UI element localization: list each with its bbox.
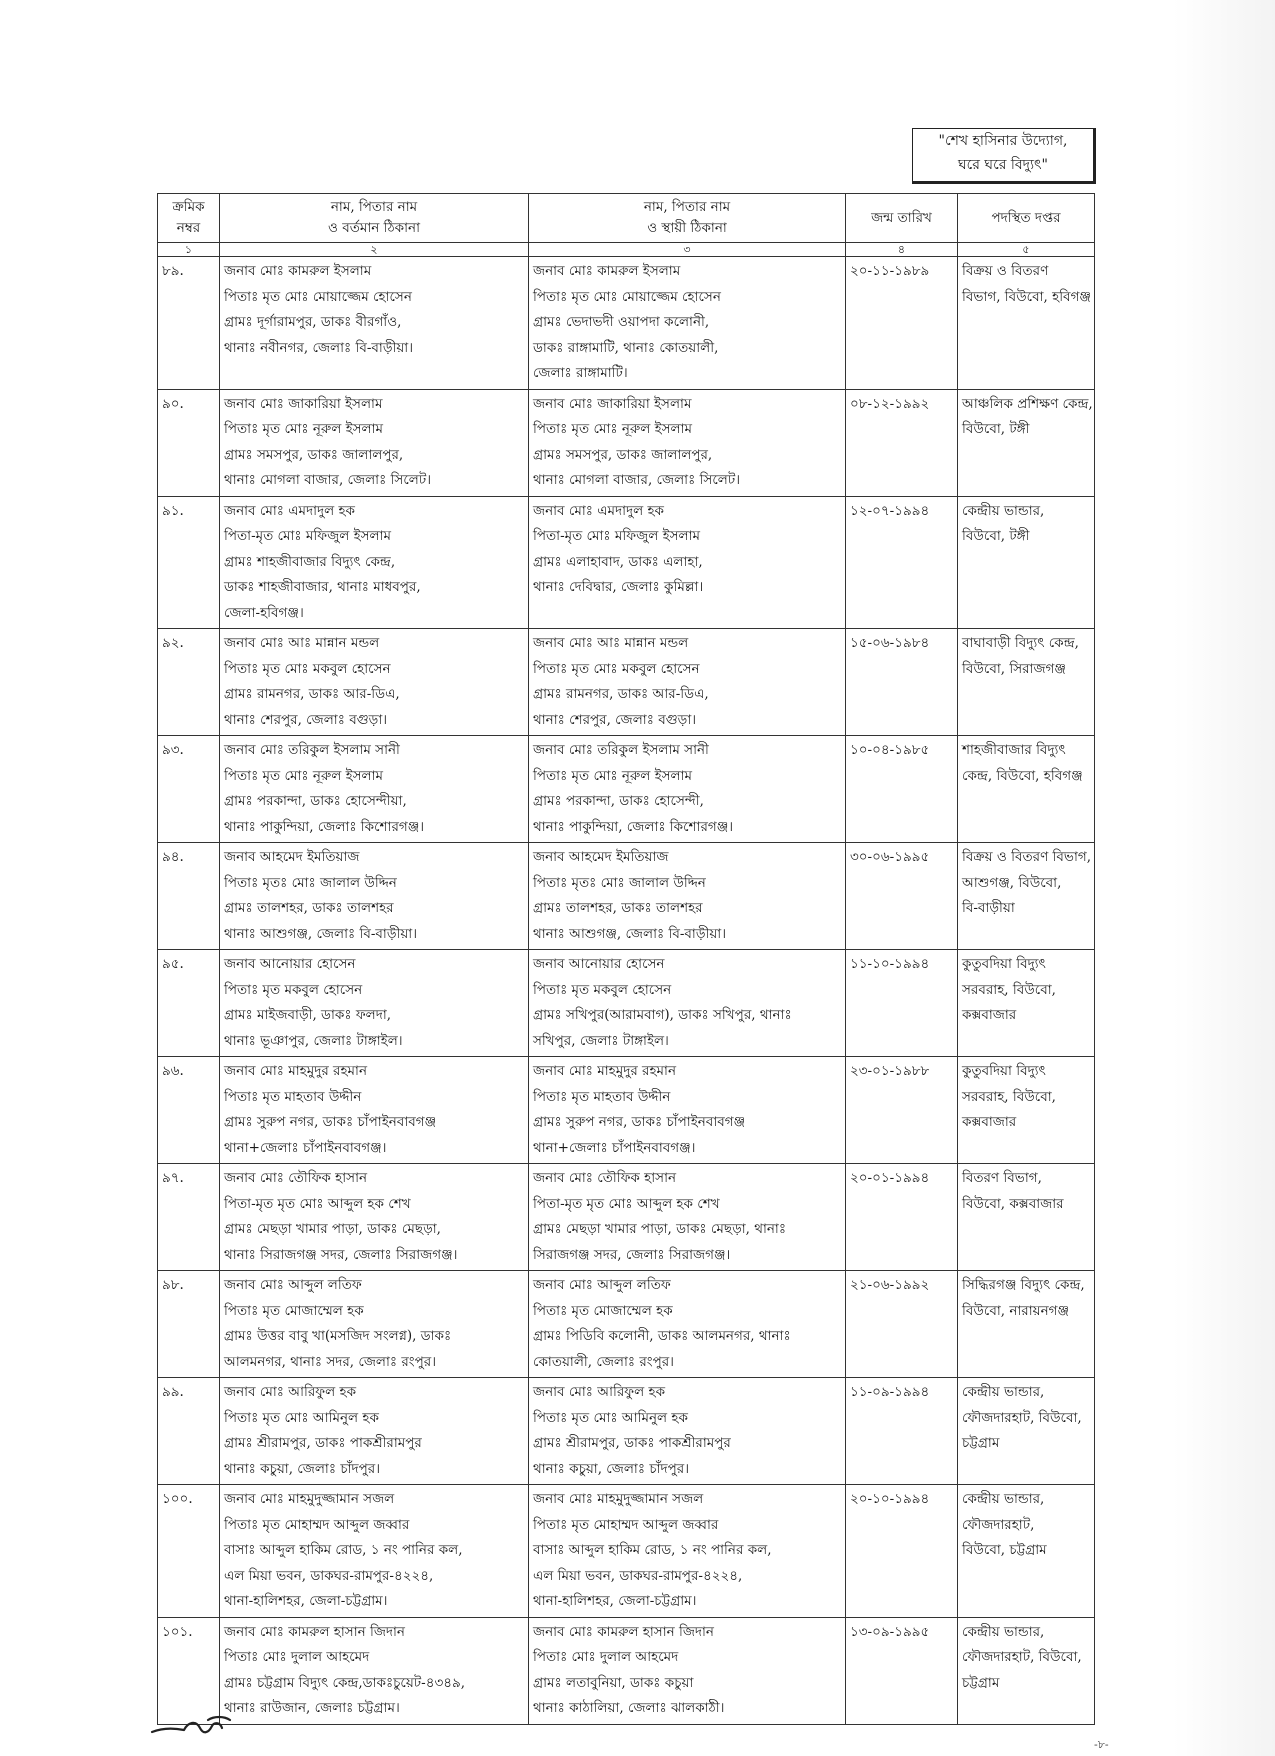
address-line: থানাঃ নবীনগর, জেলাঃ বি-বাড়ীয়া। bbox=[224, 339, 414, 356]
present-address-cell bbox=[220, 1271, 529, 1378]
table-row bbox=[158, 843, 1095, 950]
address-line: পিতাঃ মৃত মোজাম্মেল হক bbox=[224, 1302, 364, 1319]
address-line: জনাব মোঃ এমদাদুল হক bbox=[224, 502, 355, 519]
address-line: কোতয়ালী, জেলাঃ রংপুর। bbox=[533, 1353, 675, 1370]
header-permanent-address bbox=[529, 194, 846, 243]
header-serial-line-1: ক্রমিক bbox=[172, 199, 205, 215]
address-line: থানাঃ পাকুন্দিয়া, জেলাঃ কিশোরগঞ্জ। bbox=[533, 818, 734, 835]
permanent-address-cell bbox=[529, 496, 846, 629]
address-line: পিতাঃ মোঃ দুলাল আহমেদ bbox=[533, 1649, 679, 1665]
address-line: জনাব মোঃ কামরুল ইসলাম bbox=[224, 263, 372, 279]
address-line: জনাব মোঃ আঃ মান্নান মন্ডল bbox=[224, 635, 380, 651]
address-line: পিতাঃ মৃত মোঃ মোয়াজ্জেম হোসেন bbox=[224, 288, 412, 305]
serial-number-cell: ৯৬. bbox=[158, 1057, 220, 1164]
address-line: জনাব মোঃ মাহমুদুজ্জামান সজল bbox=[224, 1491, 395, 1507]
address-line: থানাঃ মোগলা বাজার, জেলাঃ সিলেট। bbox=[533, 472, 741, 488]
address-line: গ্রামঃ শাহজীবাজার বিদ্যুৎ কেন্দ্র, bbox=[224, 553, 396, 570]
serial-number-cell: ৯২. bbox=[158, 629, 220, 736]
address-line: জনাব মোঃ কামরুল হাসান জিদান bbox=[533, 1623, 714, 1640]
address-line: এল মিয়া ভবন, ডাকঘর-রামপুর-৪২২৪, bbox=[533, 1567, 743, 1584]
office-line: ফৌজদারহাট, bbox=[962, 1516, 1035, 1533]
address-line: থানাঃ আশুগঞ্জ, জেলাঃ বি-বাড়ীয়া। bbox=[224, 925, 418, 942]
present-address-cell bbox=[220, 389, 529, 496]
address-line: গ্রামঃ উত্তর বাবু খা(মসজিদ সংলগ্ন), ডাকঃ bbox=[224, 1328, 452, 1344]
address-line: পিতাঃ মৃতঃ মোঃ জালাল উদ্দিন bbox=[533, 874, 706, 891]
office-line: সরবরাহ, বিউবো, bbox=[962, 981, 1056, 998]
date-of-birth-cell: ১২-০৭-১৯৯৪ bbox=[846, 496, 958, 629]
present-address-cell bbox=[220, 843, 529, 950]
table-row bbox=[158, 1164, 1095, 1271]
office-line: বিভাগ, বিউবো, হবিগঞ্জ bbox=[962, 288, 1091, 305]
present-address-cell bbox=[220, 1485, 529, 1618]
address-line: জনাব মোঃ মাহমুদুর রহমান bbox=[533, 1063, 677, 1079]
address-line: গ্রামঃ পরকান্দা, ডাকঃ হোসেন্দীয়া, bbox=[224, 793, 407, 809]
address-line: পিতাঃ মৃত মকবুল হোসেন bbox=[224, 981, 363, 998]
column-number-row bbox=[158, 243, 1095, 257]
office-line: সিদ্ধিরগঞ্জ বিদ্যুৎ কেন্দ্র, bbox=[962, 1277, 1085, 1293]
serial-number-cell: ৮৯. bbox=[158, 257, 220, 390]
serial-number-cell: ৯৫. bbox=[158, 950, 220, 1057]
column-number: ১ bbox=[158, 243, 220, 257]
address-line: থানা+জেলাঃ চাঁপাইনবাবগঞ্জ। bbox=[224, 1139, 387, 1156]
address-line: গ্রামঃ রামনগর, ডাকঃ আর-ডিএ, bbox=[224, 686, 400, 702]
office-line: বিউবো, টঙ্গী bbox=[962, 421, 1030, 437]
table-row bbox=[158, 1057, 1095, 1164]
address-line: গ্রামঃ সুরুপ নগর, ডাকঃ চাঁপাইনবাবগঞ্জ bbox=[224, 1114, 437, 1130]
table-body bbox=[158, 257, 1095, 1725]
permanent-address-cell bbox=[529, 1378, 846, 1485]
address-line: জনাব মোঃ আব্দুল লতিফ bbox=[224, 1277, 362, 1293]
address-line: থানাঃ মোগলা বাজার, জেলাঃ সিলেট। bbox=[224, 472, 432, 488]
office-line: বিক্রয় ও বিতরণ বিভাগ, bbox=[962, 849, 1092, 865]
address-line: জনাব মোঃ জাকারিয়া ইসলাম bbox=[533, 395, 692, 412]
office-line: আশুগঞ্জ, বিউবো, bbox=[962, 874, 1062, 891]
address-line: গ্রামঃ ভেদাভদী ওয়াপদা কলোনী, bbox=[533, 314, 710, 330]
slogan-box bbox=[912, 128, 1096, 184]
address-line: জনাব আনোয়ার হোসেন bbox=[533, 956, 665, 972]
permanent-address-cell bbox=[529, 736, 846, 843]
serial-number-cell: ৯০. bbox=[158, 389, 220, 496]
office-line: কুতুবদিয়া বিদ্যুৎ bbox=[962, 1063, 1046, 1079]
header-dob-text: জন্ম তারিখ bbox=[871, 209, 932, 226]
address-line: গ্রামঃ শ্রীরামপুর, ডাকঃ পাকশ্রীরামপুর bbox=[224, 1435, 422, 1451]
address-line: থানাঃ আশুগঞ্জ, জেলাঃ বি-বাড়ীয়া। bbox=[533, 925, 727, 942]
address-line: পিতাঃ মৃত মোঃ নূরুল ইসলাম bbox=[533, 421, 693, 437]
office-line: আঞ্চলিক প্রশিক্ষণ কেন্দ্র, bbox=[962, 395, 1093, 412]
address-line: বাসাঃ আব্দুল হাকিম রোড, ১ নং পানির কল, bbox=[533, 1542, 772, 1558]
office-line: চট্টগ্রাম bbox=[962, 1674, 1000, 1691]
address-line: থানাঃ শেরপুর, জেলাঃ বগুড়া। bbox=[533, 711, 697, 728]
table-row bbox=[158, 629, 1095, 736]
column-number: ৩ bbox=[529, 243, 846, 257]
date-of-birth-cell: ১৩-০৯-১৯৯৫ bbox=[846, 1617, 958, 1724]
address-line: থানাঃ রাউজান, জেলাঃ চট্টগ্রাম। bbox=[224, 1700, 400, 1716]
address-line: পিতাঃ মৃতঃ মোঃ জালাল উদ্দিন bbox=[224, 874, 397, 891]
address-line: গ্রামঃ সখিপুর(আরামবাগ), ডাকঃ সখিপুর, থানাঃ bbox=[533, 1007, 792, 1023]
serial-number-cell: ৯৯. bbox=[158, 1378, 220, 1485]
permanent-address-cell bbox=[529, 1164, 846, 1271]
address-line: গ্রামঃ এলাহাবাদ, ডাকঃ এলাহা, bbox=[533, 553, 703, 570]
address-line: বাসাঃ আব্দুল হাকিম রোড, ১ নং পানির কল, bbox=[224, 1542, 463, 1558]
date-of-birth-cell: ১০-০৪-১৯৮৫ bbox=[846, 736, 958, 843]
posted-office-cell bbox=[958, 1164, 1095, 1271]
address-line: পিতাঃ মৃত মোঃ নূরুল ইসলাম bbox=[224, 767, 384, 784]
address-line: সিরাজগঞ্জ সদর, জেলাঃ সিরাজগঞ্জ। bbox=[533, 1246, 731, 1263]
date-of-birth-cell: ২০-০১-১৯৯৪ bbox=[846, 1164, 958, 1271]
address-line: গ্রামঃ মেছড়া খামার পাড়া, ডাকঃ মেছড়া, থানাঃ bbox=[533, 1221, 787, 1237]
address-line: পিতাঃ মৃত মোঃ নূরুল ইসলাম bbox=[224, 421, 384, 437]
address-line: পিতা-মৃত মৃত মোঃ আব্দুল হক শেখ bbox=[533, 1195, 720, 1212]
address-line: গ্রামঃ তালশহর, ডাকঃ তালশহর bbox=[224, 900, 394, 916]
permanent-address-cell bbox=[529, 1057, 846, 1164]
table-row bbox=[158, 1485, 1095, 1618]
address-line: জনাব মোঃ আরিফুল হক bbox=[533, 1384, 666, 1400]
date-of-birth-cell: ১১-০৯-১৯৯৪ bbox=[846, 1378, 958, 1485]
header-office-text: পদস্থিত দপ্তর bbox=[991, 209, 1061, 226]
serial-number-cell: ৯১. bbox=[158, 496, 220, 629]
office-line: বিউবো, কক্সবাজার bbox=[962, 1195, 1064, 1212]
address-line: থানা-হালিশহর, জেলা-চট্টগ্রাম। bbox=[224, 1593, 388, 1609]
office-line: কেন্দ্র, বিউবো, হবিগঞ্জ bbox=[962, 767, 1083, 784]
permanent-address-cell bbox=[529, 1485, 846, 1618]
office-line: ফৌজদারহাট, বিউবো, bbox=[962, 1409, 1082, 1426]
office-line: বি-বাড়ীয়া bbox=[962, 900, 1015, 916]
address-line: পিতাঃ মৃত মকবুল হোসেন bbox=[533, 981, 672, 998]
present-address-cell bbox=[220, 257, 529, 390]
table-row bbox=[158, 389, 1095, 496]
posted-office-cell bbox=[958, 736, 1095, 843]
office-line: শাহজীবাজার বিদ্যুৎ bbox=[962, 742, 1066, 758]
address-line: পিতাঃ মৃত মোহাম্মদ আব্দুল জব্বার bbox=[224, 1516, 410, 1533]
address-line: গ্রামঃ রামনগর, ডাকঃ আর-ডিএ, bbox=[533, 686, 709, 702]
office-line: কেন্দ্রীয় ভান্ডার, bbox=[962, 1384, 1045, 1400]
address-line: জনাব মোঃ মাহমুদুজ্জামান সজল bbox=[533, 1491, 704, 1507]
office-line: কক্সবাজার bbox=[962, 1114, 1017, 1130]
address-line: জনাব মোঃ আঃ মান্নান মন্ডল bbox=[533, 635, 689, 651]
header-serial bbox=[158, 194, 220, 243]
address-line: সখিপুর, জেলাঃ টাঙ্গাইল। bbox=[533, 1032, 669, 1049]
address-line: থানাঃ সিরাজগঞ্জ সদর, জেলাঃ সিরাজগঞ্জ। bbox=[224, 1246, 458, 1263]
present-address-cell bbox=[220, 1378, 529, 1485]
serial-number-cell: ৯৩. bbox=[158, 736, 220, 843]
initial-signature bbox=[148, 1714, 238, 1740]
address-line: পিতাঃ মৃত মোজাম্মেল হক bbox=[533, 1302, 673, 1319]
address-line: জনাব মোঃ তরিকুল ইসলাম সানী bbox=[533, 742, 709, 758]
address-line: গ্রামঃ দূর্গারামপুর, ডাকঃ বীরগাঁও, bbox=[224, 314, 402, 330]
present-address-cell bbox=[220, 1617, 529, 1724]
address-line: পিতাঃ মৃত মাহতাব উদ্দীন bbox=[533, 1088, 671, 1105]
office-line: কেন্দ্রীয় ভান্ডার, bbox=[962, 1623, 1045, 1640]
address-line: গ্রামঃ চট্টগ্রাম বিদ্যুৎ কেন্দ্র,ডাকঃচুয়েট-৪৩৪৯, bbox=[224, 1674, 466, 1691]
address-line: গ্রামঃ সমসপুর, ডাকঃ জালালপুর, bbox=[224, 446, 404, 463]
address-line: গ্রামঃ পিডিবি কলোনী, ডাকঃ আলমনগর, থানাঃ bbox=[533, 1328, 791, 1344]
address-line: জনাব মোঃ আরিফুল হক bbox=[224, 1384, 357, 1400]
present-address-cell bbox=[220, 629, 529, 736]
address-line: এল মিয়া ভবন, ডাকঘর-রামপুর-৪২২৪, bbox=[224, 1567, 434, 1584]
address-line: ডাকঃ শাহজীবাজার, থানাঃ মাধবপুর, bbox=[224, 579, 421, 595]
office-line: ফৌজদারহাট, বিউবো, bbox=[962, 1649, 1082, 1665]
address-line: পিতাঃ মোঃ দুলাল আহমেদ bbox=[224, 1649, 370, 1665]
address-line: থানাঃ ভূঞাপুর, জেলাঃ টাঙ্গাইল। bbox=[224, 1032, 403, 1049]
address-line: পিতাঃ মৃত মোঃ মকবুল হোসেন bbox=[533, 660, 700, 677]
table-row bbox=[158, 950, 1095, 1057]
header-present-line-1: নাম, পিতার নাম bbox=[330, 199, 418, 215]
address-line: গ্রামঃ পরকান্দা, ডাকঃ হোসেন্দী, bbox=[533, 793, 704, 809]
address-line: পিতাঃ মৃত মোঃ আমিনুল হক bbox=[224, 1409, 379, 1426]
address-line: পিতা-মৃত মোঃ মফিজুল ইসলাম bbox=[224, 528, 391, 544]
posted-office-cell bbox=[958, 1057, 1095, 1164]
address-line: জনাব মোঃ এমদাদুল হক bbox=[533, 502, 664, 519]
address-line: গ্রামঃ মেছড়া খামার পাড়া, ডাকঃ মেছড়া, bbox=[224, 1221, 441, 1237]
present-address-cell bbox=[220, 736, 529, 843]
address-line: জনাব আহমেদ ইমতিয়াজ bbox=[533, 849, 669, 865]
address-line: থানা-হালিশহর, জেলা-চট্টগ্রাম। bbox=[533, 1593, 697, 1609]
date-of-birth-cell: ১৫-০৬-১৯৮৪ bbox=[846, 629, 958, 736]
present-address-cell bbox=[220, 1164, 529, 1271]
address-line: গ্রামঃ শ্রীরামপুর, ডাকঃ পাকশ্রীরামপুর bbox=[533, 1435, 731, 1451]
office-line: কেন্দ্রীয় ভান্ডার, bbox=[962, 1491, 1045, 1507]
header-serial-line-2: নম্বর bbox=[176, 220, 201, 236]
office-line: সরবরাহ, বিউবো, bbox=[962, 1088, 1056, 1105]
header-permanent-line-2: ও স্থায়ী ঠিকানা bbox=[647, 220, 727, 236]
office-line: কেন্দ্রীয় ভান্ডার, bbox=[962, 502, 1045, 519]
date-of-birth-cell: ৩০-০৬-১৯৯৫ bbox=[846, 843, 958, 950]
office-line: বিউবো, চট্টগ্রাম bbox=[962, 1542, 1047, 1558]
column-number: ৪ bbox=[846, 243, 958, 257]
address-line: জেলা-হবিগঞ্জ। bbox=[224, 604, 304, 621]
office-line: বিতরণ বিভাগ, bbox=[962, 1170, 1042, 1186]
date-of-birth-cell: ১১-১০-১৯৯৪ bbox=[846, 950, 958, 1057]
posted-office-cell bbox=[958, 257, 1095, 390]
permanent-address-cell bbox=[529, 1617, 846, 1724]
present-address-cell bbox=[220, 496, 529, 629]
posted-office-cell bbox=[958, 843, 1095, 950]
column-number: ২ bbox=[220, 243, 529, 257]
permanent-address-cell bbox=[529, 257, 846, 390]
permanent-address-cell bbox=[529, 629, 846, 736]
address-line: জনাব মোঃ তৌফিক হাসান bbox=[533, 1170, 677, 1186]
address-line: জনাব মোঃ আব্দুল লতিফ bbox=[533, 1277, 671, 1293]
table-row bbox=[158, 257, 1095, 390]
serial-number-cell: ৯৮. bbox=[158, 1271, 220, 1378]
date-of-birth-cell: ০৮-১২-১৯৯২ bbox=[846, 389, 958, 496]
table-row bbox=[158, 1271, 1095, 1378]
permanent-address-cell bbox=[529, 950, 846, 1057]
address-line: গ্রামঃ সুরুপ নগর, ডাকঃ চাঁপাইনবাবগঞ্জ bbox=[533, 1114, 746, 1130]
page-number: -৮- bbox=[1094, 1738, 1109, 1751]
slogan-line-2: ঘরে ঘরে বিদ্যুৎ" bbox=[958, 157, 1048, 173]
table-row bbox=[158, 1378, 1095, 1485]
serial-number-cell: ৯৭. bbox=[158, 1164, 220, 1271]
address-line: আলমনগর, থানাঃ সদর, জেলাঃ রংপুর। bbox=[224, 1353, 437, 1370]
address-line: পিতাঃ মৃত মোঃ মোয়াজ্জেম হোসেন bbox=[533, 288, 721, 305]
header-date-of-birth bbox=[846, 194, 958, 243]
address-line: জনাব মোঃ কামরুল হাসান জিদান bbox=[224, 1623, 405, 1640]
office-line: কক্সবাজার bbox=[962, 1007, 1017, 1023]
office-line: বাঘাবাড়ী বিদ্যুৎ কেন্দ্র, bbox=[962, 635, 1079, 651]
column-number: ৫ bbox=[958, 243, 1095, 257]
header-posted-office bbox=[958, 194, 1095, 243]
posted-office-cell bbox=[958, 950, 1095, 1057]
address-line: জনাব মোঃ মাহমুদুর রহমান bbox=[224, 1063, 368, 1079]
address-line: পিতা-মৃত মোঃ মফিজুল ইসলাম bbox=[533, 528, 700, 544]
posted-office-cell bbox=[958, 1271, 1095, 1378]
address-line: পিতাঃ মৃত মোঃ মকবুল হোসেন bbox=[224, 660, 391, 677]
table-row bbox=[158, 736, 1095, 843]
date-of-birth-cell: ২১-০৬-১৯৯২ bbox=[846, 1271, 958, 1378]
table-row bbox=[158, 1617, 1095, 1724]
address-line: পিতা-মৃত মৃত মোঃ আব্দুল হক শেখ bbox=[224, 1195, 411, 1212]
posted-office-cell bbox=[958, 1378, 1095, 1485]
address-line: জেলাঃ রাঙ্গামাটি। bbox=[533, 365, 628, 381]
address-line: গ্রামঃ মাইজবাড়ী, ডাকঃ ফলদা, bbox=[224, 1007, 392, 1023]
date-of-birth-cell: ২০-১১-১৯৮৯ bbox=[846, 257, 958, 390]
header-present-line-2: ও বর্তমান ঠিকানা bbox=[327, 220, 421, 236]
address-line: জনাব আহমেদ ইমতিয়াজ bbox=[224, 849, 360, 865]
office-line: কুতুবদিয়া বিদ্যুৎ bbox=[962, 956, 1046, 972]
address-line: থানা+জেলাঃ চাঁপাইনবাবগঞ্জ। bbox=[533, 1139, 696, 1156]
address-line: থানাঃ কাঠালিয়া, জেলাঃ ঝালকাঠী। bbox=[533, 1700, 725, 1716]
address-line: জনাব মোঃ কামরুল ইসলাম bbox=[533, 263, 681, 279]
address-line: গ্রামঃ তালশহর, ডাকঃ তালশহর bbox=[533, 900, 703, 916]
address-line: জনাব মোঃ তৌফিক হাসান bbox=[224, 1170, 368, 1186]
serial-number-cell: ৯৪. bbox=[158, 843, 220, 950]
office-line: চট্টগ্রাম bbox=[962, 1435, 1000, 1451]
posted-office-cell bbox=[958, 389, 1095, 496]
permanent-address-cell bbox=[529, 843, 846, 950]
posted-office-cell bbox=[958, 1617, 1095, 1724]
address-line: পিতাঃ মৃত মোঃ নূরুল ইসলাম bbox=[533, 767, 693, 784]
slogan-line-1: "শেখ হাসিনার উদ্যোগ, bbox=[938, 133, 1068, 149]
present-address-cell bbox=[220, 1057, 529, 1164]
address-line: পিতাঃ মৃত মাহতাব উদ্দীন bbox=[224, 1088, 362, 1105]
address-line: জনাব মোঃ জাকারিয়া ইসলাম bbox=[224, 395, 383, 412]
permanent-address-cell bbox=[529, 1271, 846, 1378]
address-line: ডাকঃ রাঙ্গামাটি, থানাঃ কোতয়ালী, bbox=[533, 339, 719, 356]
address-line: জনাব মোঃ তরিকুল ইসলাম সানী bbox=[224, 742, 400, 758]
table-header-row bbox=[158, 194, 1095, 243]
address-line: থানাঃ পাকুন্দিয়া, জেলাঃ কিশোরগঞ্জ। bbox=[224, 818, 425, 835]
date-of-birth-cell: ২০-১০-১৯৯৪ bbox=[846, 1485, 958, 1618]
appointment-table bbox=[157, 193, 1095, 1725]
address-line: গ্রামঃ লতাবুনিয়া, ডাকঃ কচুয়া bbox=[533, 1674, 694, 1691]
address-line: থানাঃ দেবিদ্বার, জেলাঃ কুমিল্লা। bbox=[533, 579, 704, 595]
office-line: বিক্রয় ও বিতরণ bbox=[962, 263, 1049, 279]
header-present-address bbox=[220, 194, 529, 243]
posted-office-cell bbox=[958, 1485, 1095, 1618]
address-line: জনাব আনোয়ার হোসেন bbox=[224, 956, 356, 972]
header-permanent-line-1: নাম, পিতার নাম bbox=[643, 199, 731, 215]
posted-office-cell bbox=[958, 496, 1095, 629]
serial-number-cell: ১০১. bbox=[158, 1617, 220, 1724]
address-line: থানাঃ কচুয়া, জেলাঃ চাঁদপুর। bbox=[224, 1460, 381, 1477]
address-line: পিতাঃ মৃত মোঃ আমিনুল হক bbox=[533, 1409, 688, 1426]
address-line: গ্রামঃ সমসপুর, ডাকঃ জালালপুর, bbox=[533, 446, 713, 463]
office-line: বিউবো, সিরাজগঞ্জ bbox=[962, 660, 1066, 677]
present-address-cell bbox=[220, 950, 529, 1057]
office-line: বিউবো, নারায়নগঞ্জ bbox=[962, 1302, 1070, 1319]
office-line: বিউবো, টঙ্গী bbox=[962, 528, 1030, 544]
table-row bbox=[158, 496, 1095, 629]
posted-office-cell bbox=[958, 629, 1095, 736]
date-of-birth-cell: ২৩-০১-১৯৮৮ bbox=[846, 1057, 958, 1164]
address-line: থানাঃ শেরপুর, জেলাঃ বগুড়া। bbox=[224, 711, 388, 728]
address-line: পিতাঃ মৃত মোহাম্মদ আব্দুল জব্বার bbox=[533, 1516, 719, 1533]
address-line: থানাঃ কচুয়া, জেলাঃ চাঁদপুর। bbox=[533, 1460, 690, 1477]
serial-number-cell: ১০০. bbox=[158, 1485, 220, 1618]
permanent-address-cell bbox=[529, 389, 846, 496]
